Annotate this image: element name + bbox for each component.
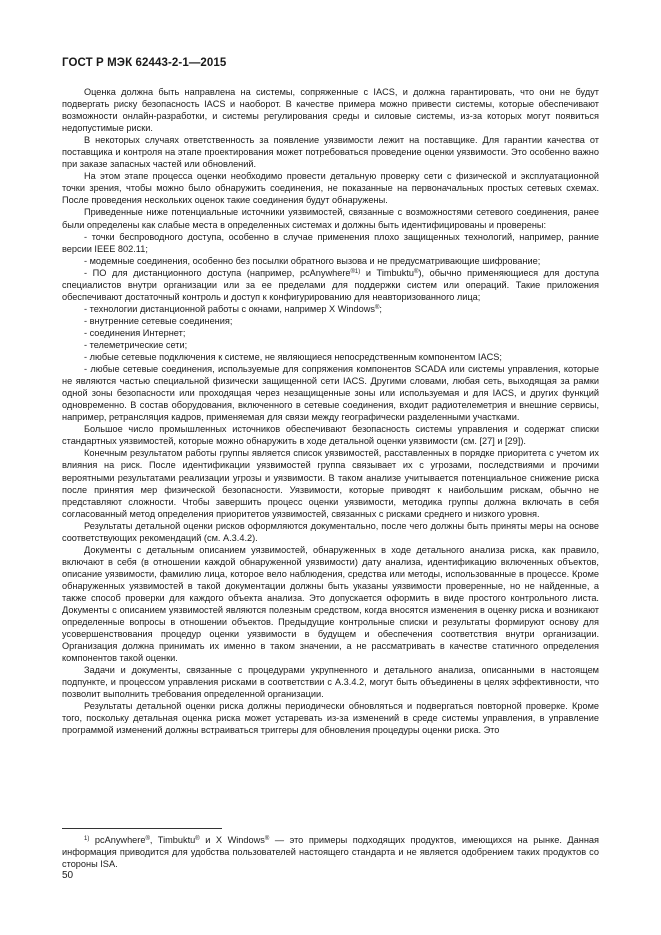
list-item-text: - ПО для дистанционного доступа (например, pcAnywhere xyxy=(84,267,351,278)
paragraph: Приведенные ниже потенциальные источники уязвимостей, связанные с возможностями сетевого соединения, ранее были определены как слабые места в определенных системах и должны быть идентифицированы и проверены: xyxy=(62,207,599,230)
list-item: - внутренние сетевые соединения; xyxy=(84,315,233,326)
registered-mark: ® xyxy=(264,836,270,842)
list-item-text: и Timbuktu xyxy=(360,267,415,278)
paragraph: Результаты детальной оценки рисков оформляются документально, после чего должны быть приняты меры на основе соответствующих рекомендаций (см. А.3.4.2). xyxy=(62,520,599,543)
paragraph: Результаты детальной оценки риска должны периодически обновляться и подвергаться повторной проверке. Кроме того, поскольку детальная оценка риска может устаревать из-за изменений в среде системы управления, в управление программой изменений должны встраиваться триггеры для обновления процедуры оценки риска. Это xyxy=(62,701,599,736)
list-item xyxy=(62,303,599,315)
list-item xyxy=(62,267,599,303)
document-body xyxy=(62,86,599,737)
footnote-text: $^{1)}$ pcAnywhere®, Timbuktu® и X Windows® — это примеры подходящих продуктов, имеющихся на рынке. Данная информация приводится для удобства пользователей настоящего стандарта и не является одобрением таких продуктов со стороны ISA. xyxy=(62,835,599,869)
registered-mark: ® xyxy=(414,268,419,275)
paragraph: Большое число промышленных источников обеспечивают безопасность системы управления и содержат списки стандартных уязвимостей, которые можно обнаружить в ходе детальной оценки уязвимости (см. [27] и [29]). xyxy=(62,424,599,447)
document-header: ГОСТ Р МЭК 62443-2-1—2015 xyxy=(62,57,227,69)
list-item: - модемные соединения, особенно без посылки обратного вызова и не предусматривающие шифрование; xyxy=(84,255,541,266)
paragraph: На этом этапе процесса оценки необходимо провести детальную проверку сети с физической и эксплуатационной точки зрения, чтобы можно было обнаружить соединения, не показанные на первоначальных простых сетевых схемах. После проведения нескольких оценок такие соединения будут обнаружены. xyxy=(62,171,599,206)
paragraph: Документы с детальным описанием уязвимостей, обнаруженных в ходе детального анализа риска, как правило, включают в себя (в отношении каждой обнаруженной уязвимости) дату анализа, идентификацию включенных объектов, описание уязвимости, фамилию лица, которое вело наблюдения, средства или методы, использованные в процессе. Кроме обнаруженных уязвимостей в такой документации должны быть указаны уязвимости проверенные, но не найденные, а также способ проверки для каждого объекта анализа. Это допускается оформить в виде простого контрольного листа. Документы с описанием уязвимостей являются полезным средством, когда вносятся изменения в оценку риска и возникают определенные вопросы в отношении объектов. Предыдущие контрольные списки и результаты формируют основу для усовершенствования процедур оценки уязвимости в будущем и обеспечения соответствия внутри организации. Организация должна принимать их именно в таком значении, а не рассматривать в качестве статичного определения компонентов такой оценки. xyxy=(62,544,599,664)
list-item: - любые сетевые соединения, используемые для сопряжения компонентов SCADA или системы управления, которые не являются частью специальной физически защищенной сети IACS. Другими словами, любая сеть, выходящая за рамки одной зоны безопасности или проходящая через незащищенные зоны или используемая и для IACS, и других функций одновременно. В состав оборудования, включенного в сетевые соединения, входит радиотелеметрия и внешние сервисы, например, ретрансляция кадров, применяемая для связи между географически разделенными участками. xyxy=(62,364,599,423)
list-item: - телеметрические сети; xyxy=(84,339,188,350)
list-item-text: ), обычно применяющиеся для доступа специалистов внутри организации или за ее пределами для поддержки систем или операций. Такие приложения обеспечивают достаточный контроль и доступ к конфигурированию для неавторизованного лица; xyxy=(62,267,599,302)
footnote xyxy=(62,834,599,870)
registered-mark: ® xyxy=(195,836,200,842)
list-item: - любые сетевые подключения к системе, не являющиеся непосредственным компонентом IACS; xyxy=(84,352,502,363)
page-number: 50 xyxy=(62,870,74,881)
list-item-text: - технологии дистанционной работы с окнами, например X Windows xyxy=(84,303,375,314)
paragraph: В некоторых случаях ответственность за появление уязвимости лежит на поставщике. Для гарантии качества от поставщика и контроля на этапе проектирования может потребоваться проведение оценки уязвимости. Это особенно важно при заказе запасных частей или обновлений. xyxy=(62,135,599,170)
registered-mark: ® xyxy=(145,836,150,842)
registered-mark: ® xyxy=(374,304,380,311)
paragraph: Конечным результатом работы группы является список уязвимостей, расставленных в порядке приоритета с учетом их влияния на риск. После идентификации уязвимостей группа связывает их с угрозами, последствиями и прочими вероятными результатами реализации угрозы и уязвимости. В таком анализе учитывается потенциальное снижение риска после принятия мер физической безопасности. Уязвимости, которые приводят к наибольшим рискам, обычно не представляют сложности. Чтобы завершить процесс оценки уязвимости, методика группы должна включать в себя согласованный метод определения приоритетов уязвимостей, связанных с рисками среднего и низкого уровня. xyxy=(62,448,599,519)
list-item: - соединения Интернет; xyxy=(84,327,186,338)
list-item-text: ; xyxy=(379,303,382,314)
paragraph: Оценка должна быть направлена на системы, сопряженные с IACS, и должна гарантировать, что они не будут подвергать риску безопасность IACS и наоборот. В качестве примера можно привести системы, которые обеспечивают возможности онлайн-разработки, и системы регулирования среды и силовые системы, из-за которых могут появиться недопустимые риски. xyxy=(62,87,599,134)
footnote-mark: 1) xyxy=(84,836,90,842)
footnote-ref: ®1) xyxy=(350,268,361,275)
footnote-divider xyxy=(62,828,222,829)
paragraph: Задачи и документы, связанные с процедурами укрупненного и детального анализа, описанными в настоящем подпункте, и процессом управления рисками в соответствии с А.3.4.2, могут быть объединены в целях эффективности, что позволит выполнить требования определенной организации. xyxy=(62,665,599,700)
list-item: - точки беспроводного доступа, особенно в случае применения плохо защищенных технологий, например, ранние версии IEEE 802.11; xyxy=(62,231,599,254)
